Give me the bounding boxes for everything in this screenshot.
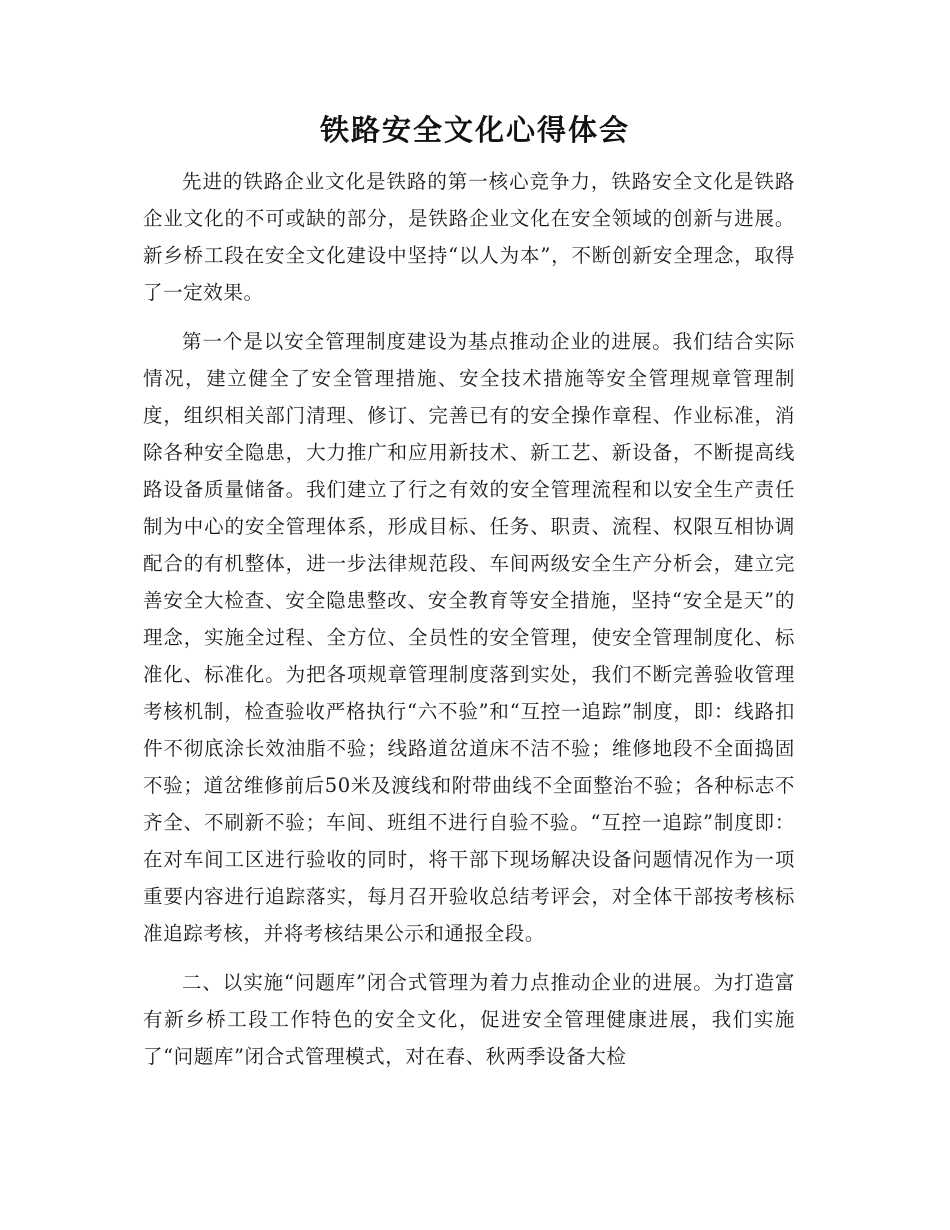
document-body — [143, 163, 795, 1087]
paragraph-problem-library: 二、以实施“问题库”闭合式管理为着力点推动企业的进展。为打造富有新乡桥工段工作特色的安全文化，促进安全管理健康进展，我们实施了“问题库”闭合式管理模式，对在春、秋两季设备大检 — [143, 971, 795, 1068]
paragraph-management-system: 第一个是以安全管理制度建设为基点推动企业的进展。我们结合实际情况，建立健全了安全管理措施、安全技术措施等安全管理规章管理制度，组织相关部门清理、修订、完善已有的安全操作章程、作业标准，消除各种安全隐患，大力推广和应用新技术、新工艺、新设备，不断提高线路设备质量储备。我们建立了行之有效的安全管理流程和以安全生产责任制为中心的安全管理体系，形成目标、任务、职责、流程、权限互相协调配合的有机整体，进一步法律规范段、车间两级安全生产分析会，建立完善安全大检查、安全隐患整改、安全教育等安全措施，坚持“安全是天”的理念，实施全过程、全方位、全员性的安全管理，使安全管理制度化、标准化、标准化。为把各项规章管理制度落到实处，我们不断完善验收管理考核机制，检查验收严格执行“六不验”和“互控一追踪”制度，即：线路扣件不彻底涂长效油脂不验；线路道岔道床不洁不验；维修地段不全面捣固不验；道岔维修前后50米及渡线和附带曲线不全面整治不验；各种标志不齐全、不刷新不验；车间、班组不进行自验不验。“互控一追踪”制度即：在对车间工区进行验收的同时，将干部下现场解决设备问题情况作为一项重要内容进行追踪落实，每月召开验收总结考评会，对全体干部按考核标准追踪考核，并将考核结果公示和通报全段。 — [143, 330, 795, 945]
paragraph-intro: 先进的铁路企业文化是铁路的第一核心竞争力，铁路安全文化是铁路企业文化的不可或缺的部分，是铁路企业文化在安全领域的创新与进展。新乡桥工段在安全文化建设中坚持“以人为本”，不断创新安全理念，取得了一定效果。 — [143, 170, 795, 304]
document-title: 铁路安全文化心得体会 — [319, 113, 630, 147]
